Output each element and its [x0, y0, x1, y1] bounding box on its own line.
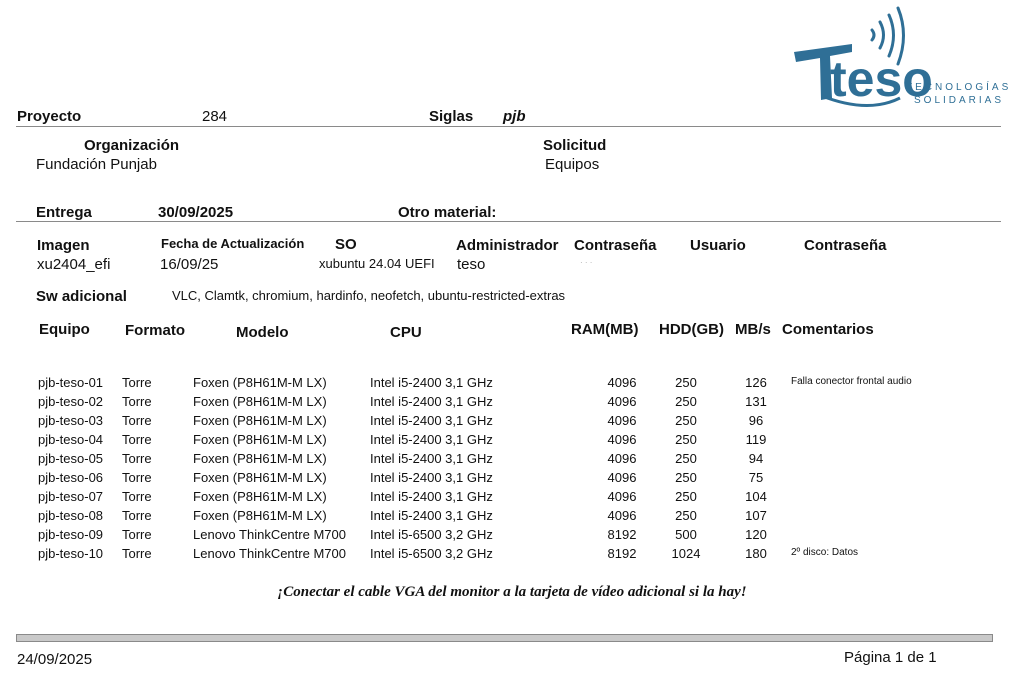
- cell-cpu: Intel i5-2400 3,1 GHz: [370, 470, 493, 485]
- cell-hdd: 250: [675, 489, 697, 504]
- cell-hdd: 250: [675, 413, 697, 428]
- footer-page-number: Página 1 de 1: [844, 649, 937, 666]
- footer-divider: [16, 634, 993, 642]
- logo-line-1: TECNOLOGÍAS: [906, 82, 1012, 93]
- cell-hdd: 250: [675, 470, 697, 485]
- sw-adicional-label: Sw adicional: [36, 288, 127, 305]
- cell-modelo: Foxen (P8H61M-M LX): [193, 375, 327, 390]
- otro-material-label: Otro material:: [398, 204, 497, 221]
- so-label: SO: [335, 236, 357, 253]
- col-header-mbs: MB/s: [735, 321, 771, 338]
- table-row: [0, 546, 1024, 565]
- cell-hdd: 250: [675, 432, 697, 447]
- table-row: [0, 527, 1024, 546]
- cell-mbs: 119: [745, 432, 767, 447]
- cell-mbs: 180: [745, 546, 767, 561]
- cell-mbs: 120: [745, 527, 767, 542]
- cell-formato: Torre: [122, 432, 152, 447]
- admin-value: teso: [457, 256, 486, 273]
- imagen-label: Imagen: [37, 237, 90, 254]
- cell-ram: 4096: [607, 489, 637, 504]
- siglas-value: pjb: [503, 108, 526, 125]
- user-password-label: Contraseña: [804, 237, 887, 254]
- cell-modelo: Foxen (P8H61M-M LX): [193, 432, 327, 447]
- table-row: [0, 489, 1024, 508]
- solicitud-value: Equipos: [545, 156, 600, 173]
- cell-modelo: Foxen (P8H61M-M LX): [193, 508, 327, 523]
- table-row: [0, 413, 1024, 432]
- cell-cpu: Intel i5-2400 3,1 GHz: [370, 375, 493, 390]
- col-header-formato: Formato: [125, 322, 185, 339]
- col-header-cpu: CPU: [390, 324, 422, 341]
- table-row: [0, 394, 1024, 413]
- cell-formato: Torre: [122, 489, 152, 504]
- table-row: [0, 375, 1024, 394]
- cell-cpu: Intel i5-6500 3,2 GHz: [370, 527, 493, 542]
- sw-adicional-value: VLC, Clamtk, chromium, hardinfo, neofetch, ubuntu-restricted-extras: [172, 288, 566, 303]
- cell-comentarios: 2º disco: Datos: [791, 547, 859, 558]
- cell-formato: Torre: [122, 413, 152, 428]
- cell-ram: 4096: [607, 375, 637, 390]
- divider-top: [16, 126, 1001, 127]
- cell-ram: 4096: [607, 508, 637, 523]
- cell-ram: 4096: [607, 432, 637, 447]
- col-header-comentarios: Comentarios: [782, 321, 874, 338]
- cell-ram: 8192: [607, 527, 637, 542]
- organization-value: Fundación Punjab: [36, 156, 157, 173]
- cell-cpu: Intel i5-2400 3,1 GHz: [370, 489, 493, 504]
- cell-cpu: Intel i5-2400 3,1 GHz: [370, 451, 493, 466]
- cell-equipo: pjb-teso-02: [38, 394, 104, 409]
- vga-note: ¡Conectar el cable VGA del monitor a la tarjeta de vídeo adicional si la hay!: [277, 584, 747, 600]
- logo-wordmark: teso: [830, 51, 933, 107]
- col-header-hdd: HDD(GB): [659, 321, 724, 338]
- cell-equipo: pjb-teso-05: [38, 451, 104, 466]
- cell-mbs: 104: [745, 489, 767, 504]
- cell-modelo: Lenovo ThinkCentre M700: [193, 527, 346, 542]
- cell-ram: 4096: [607, 413, 637, 428]
- cell-modelo: Foxen (P8H61M-M LX): [193, 470, 327, 485]
- organization-label: Organización: [84, 137, 180, 154]
- table-row: [0, 432, 1024, 451]
- admin-password-value: · · ·: [580, 258, 593, 267]
- table-row: [0, 508, 1024, 527]
- cell-equipo: pjb-teso-03: [38, 413, 104, 428]
- cell-comentarios: Falla conector frontal audio: [791, 376, 912, 387]
- cell-formato: Torre: [122, 394, 152, 409]
- cell-cpu: Intel i5-2400 3,1 GHz: [370, 394, 493, 409]
- col-header-equipo: Equipo: [39, 321, 90, 338]
- cell-equipo: pjb-teso-10: [38, 546, 104, 561]
- cell-modelo: Foxen (P8H61M-M LX): [193, 451, 327, 466]
- solicitud-label: Solicitud: [543, 137, 607, 154]
- cell-modelo: Lenovo ThinkCentre M700: [193, 546, 346, 561]
- cell-equipo: pjb-teso-06: [38, 470, 104, 485]
- cell-hdd: 250: [675, 451, 697, 466]
- cell-ram: 8192: [607, 546, 637, 561]
- siglas-label: Siglas: [429, 108, 474, 125]
- divider-entrega: [16, 221, 1001, 222]
- project-label: Proyecto: [17, 108, 82, 125]
- cell-equipo: pjb-teso-07: [38, 489, 104, 504]
- cell-equipo: pjb-teso-08: [38, 508, 104, 523]
- cell-mbs: 107: [745, 508, 767, 523]
- cell-mbs: 131: [745, 394, 767, 409]
- cell-modelo: Foxen (P8H61M-M LX): [193, 394, 327, 409]
- table-row: [0, 451, 1024, 470]
- fecha-value: 16/09/25: [160, 256, 219, 273]
- cell-hdd: 250: [675, 394, 697, 409]
- col-header-ram: RAM(MB): [571, 321, 639, 338]
- admin-password-label: Contraseña: [574, 237, 657, 254]
- cell-formato: Torre: [122, 451, 152, 466]
- cell-equipo: pjb-teso-09: [38, 527, 104, 542]
- project-value: 284: [202, 108, 228, 125]
- cell-cpu: Intel i5-2400 3,1 GHz: [370, 413, 493, 428]
- cell-formato: Torre: [122, 546, 152, 561]
- cell-modelo: Foxen (P8H61M-M LX): [193, 489, 327, 504]
- cell-equipo: pjb-teso-04: [38, 432, 104, 447]
- cell-mbs: 126: [745, 375, 767, 390]
- cell-ram: 4096: [607, 394, 637, 409]
- cell-cpu: Intel i5-6500 3,2 GHz: [370, 546, 493, 561]
- cell-hdd: 250: [675, 375, 697, 390]
- cell-hdd: 500: [675, 527, 697, 542]
- cell-formato: Torre: [122, 508, 152, 523]
- cell-mbs: 94: [748, 451, 764, 466]
- cell-cpu: Intel i5-2400 3,1 GHz: [370, 432, 493, 447]
- entrega-value: 30/09/2025: [158, 204, 234, 221]
- cell-ram: 4096: [607, 470, 637, 485]
- col-header-modelo: Modelo: [236, 324, 289, 341]
- cell-equipo: pjb-teso-01: [38, 375, 104, 390]
- entrega-label: Entrega: [36, 204, 92, 221]
- logo-line-2: SOLIDARIAS: [914, 95, 1005, 106]
- footer-date: 24/09/2025: [17, 651, 93, 668]
- table-row: [0, 470, 1024, 489]
- imagen-value: xu2404_efi: [37, 256, 111, 273]
- admin-label: Administrador: [456, 237, 559, 254]
- so-value: xubuntu 24.04 UEFI: [319, 256, 435, 271]
- cell-formato: Torre: [122, 470, 152, 485]
- cell-formato: Torre: [122, 527, 152, 542]
- cell-hdd: 1024: [671, 546, 701, 561]
- fecha-label: Fecha de Actualización: [161, 236, 305, 251]
- cell-mbs: 75: [748, 470, 764, 485]
- cell-modelo: Foxen (P8H61M-M LX): [193, 413, 327, 428]
- cell-mbs: 96: [748, 413, 764, 428]
- cell-cpu: Intel i5-2400 3,1 GHz: [370, 508, 493, 523]
- cell-hdd: 250: [675, 508, 697, 523]
- cell-ram: 4096: [607, 451, 637, 466]
- teso-logo: [788, 2, 1012, 112]
- cell-formato: Torre: [122, 375, 152, 390]
- usuario-label: Usuario: [690, 237, 746, 254]
